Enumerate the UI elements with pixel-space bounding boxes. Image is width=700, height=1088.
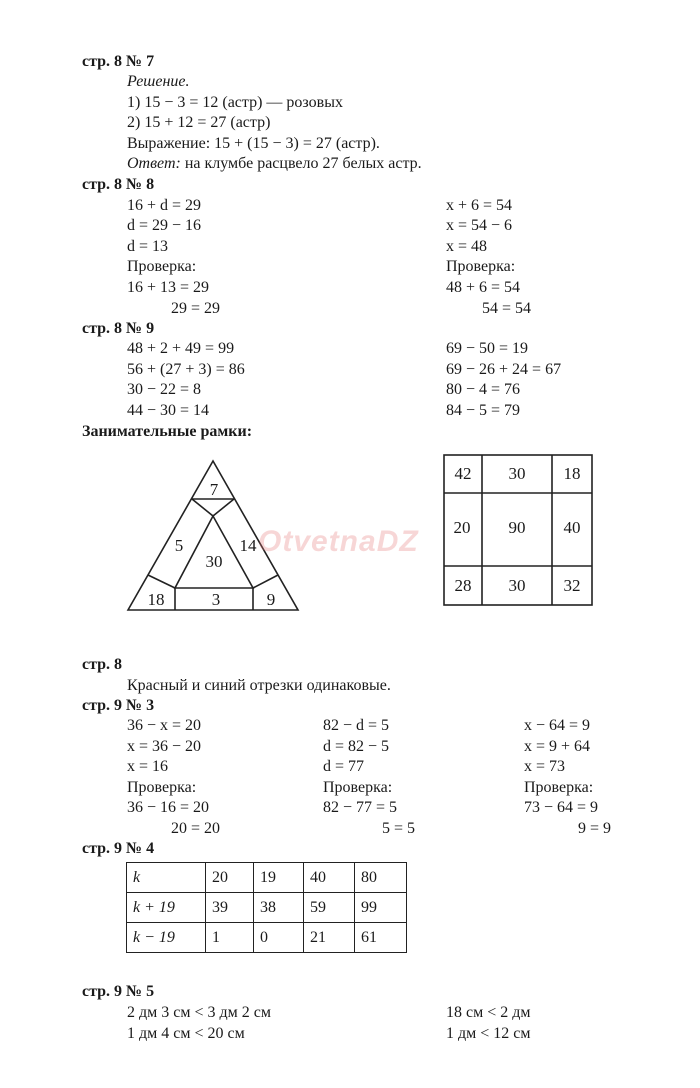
equation-line: 16 + d = 29 bbox=[127, 197, 202, 214]
square-number: 90 bbox=[508, 518, 526, 537]
section-header: стр. 8 № 9 bbox=[82, 320, 155, 337]
section-header: стр. 8 № 8 bbox=[82, 176, 155, 193]
table-cell: 38 bbox=[254, 893, 304, 923]
table-cell: 20 bbox=[206, 863, 254, 893]
equation-line: 48 + 2 + 49 = 99 bbox=[127, 340, 235, 357]
section-header: стр. 8 № 7 bbox=[82, 53, 155, 70]
table-cell: 21 bbox=[304, 923, 355, 953]
equation-line: 56 + (27 + 3) = 86 bbox=[127, 361, 245, 378]
equation-line: 73 − 64 = 9 bbox=[524, 799, 599, 816]
triangle-divider bbox=[192, 499, 213, 516]
table-cell: 1 bbox=[206, 923, 254, 953]
triangle-number: 9 bbox=[266, 590, 276, 609]
table-row bbox=[127, 893, 407, 923]
answer-label: Ответ: bbox=[127, 155, 181, 172]
table-cell: 19 bbox=[254, 863, 304, 893]
table-cell: 0 bbox=[254, 923, 304, 953]
expression: Выражение: 15 + (15 − 3) = 27 (астр). bbox=[127, 135, 380, 152]
table-cell: 80 bbox=[355, 863, 407, 893]
square-number: 30 bbox=[508, 464, 526, 483]
triangle-divider bbox=[213, 499, 234, 516]
check-label: Проверка: bbox=[524, 779, 594, 796]
table-cell: k − 19 bbox=[127, 923, 206, 953]
section-header: Занимательные рамки: bbox=[82, 423, 253, 440]
equation-line: 36 − x = 20 bbox=[127, 717, 202, 734]
equation-line: 30 − 22 = 8 bbox=[127, 381, 202, 398]
table-row bbox=[127, 923, 407, 953]
equation-line: 29 = 29 bbox=[171, 300, 221, 317]
statement-text: Красный и синий отрезки одинаковые. bbox=[127, 677, 391, 694]
table-cell: 99 bbox=[355, 893, 407, 923]
table-cell: 39 bbox=[206, 893, 254, 923]
equation-line: d = 13 bbox=[127, 238, 169, 255]
equation-line: 5 = 5 bbox=[382, 820, 416, 837]
equation-line: 9 = 9 bbox=[578, 820, 612, 837]
section-header: стр. 9 № 3 bbox=[82, 697, 155, 714]
equation-line: 44 − 30 = 14 bbox=[127, 402, 210, 419]
triangle-divider bbox=[148, 575, 175, 588]
equation-line: 20 = 20 bbox=[171, 820, 221, 837]
table-cell: 59 bbox=[304, 893, 355, 923]
equation-line: 69 − 50 = 19 bbox=[446, 340, 529, 357]
triangle-number: 30 bbox=[205, 552, 223, 571]
solution-step: 2) 15 + 12 = 27 (астр) bbox=[127, 114, 271, 131]
check-label: Проверка: bbox=[446, 258, 516, 275]
table-cell: k bbox=[127, 863, 206, 893]
comparison-line: 18 см < 2 дм bbox=[446, 1004, 531, 1021]
section-header: стр. 9 № 4 bbox=[82, 840, 155, 857]
check-label: Проверка: bbox=[323, 779, 393, 796]
section-header: стр. 8 bbox=[82, 656, 123, 673]
equation-line: 84 − 5 = 79 bbox=[446, 402, 521, 419]
equation-line: 82 − 77 = 5 bbox=[323, 799, 398, 816]
square-number: 42 bbox=[454, 464, 472, 483]
square-number: 18 bbox=[563, 464, 581, 483]
comparison-line: 2 дм 3 см < 3 дм 2 см bbox=[127, 1004, 272, 1021]
equation-line: x + 6 = 54 bbox=[446, 197, 513, 214]
table-cell: k + 19 bbox=[127, 893, 206, 923]
equation-line: 48 + 6 = 54 bbox=[446, 279, 521, 296]
table-cell: 61 bbox=[355, 923, 407, 953]
section-header: стр. 9 № 5 bbox=[82, 983, 155, 1000]
equation-line: x = 16 bbox=[127, 758, 169, 775]
square-number: 32 bbox=[563, 576, 581, 595]
solution-step: 1) 15 − 3 = 12 (астр) — розовых bbox=[127, 94, 343, 111]
square-number: 28 bbox=[454, 576, 472, 595]
equation-line: x − 64 = 9 bbox=[524, 717, 591, 734]
equation-line: 36 − 16 = 20 bbox=[127, 799, 210, 816]
equation-line: x = 48 bbox=[446, 238, 488, 255]
equation-line: 82 − d = 5 bbox=[323, 717, 390, 734]
answer-text: на клумбе расцвело 27 белых астр. bbox=[180, 155, 422, 172]
triangle-number: 3 bbox=[211, 590, 221, 609]
equation-line: x = 54 − 6 bbox=[446, 217, 513, 234]
equation-line: x = 73 bbox=[524, 758, 566, 775]
square-number: 20 bbox=[453, 518, 471, 537]
equation-line: 69 − 26 + 24 = 67 bbox=[446, 361, 562, 378]
triangle-number: 5 bbox=[174, 536, 184, 555]
triangle-number: 14 bbox=[239, 536, 257, 555]
comparison-line: 1 дм < 12 см bbox=[446, 1025, 531, 1042]
equation-line: x = 36 − 20 bbox=[127, 738, 202, 755]
solution-label: Решение. bbox=[127, 73, 190, 90]
equation-line: x = 9 + 64 bbox=[524, 738, 591, 755]
values-table bbox=[126, 862, 407, 953]
equation-line: 16 + 13 = 29 bbox=[127, 279, 210, 296]
equation-line: d = 77 bbox=[323, 758, 365, 775]
watermark-logo: OtvetnaDZ bbox=[258, 525, 419, 558]
square-number: 40 bbox=[563, 518, 581, 537]
triangle-number: 7 bbox=[209, 480, 219, 499]
triangle-number: 18 bbox=[147, 590, 165, 609]
check-label: Проверка: bbox=[127, 258, 197, 275]
check-label: Проверка: bbox=[127, 779, 197, 796]
equation-line: d = 29 − 16 bbox=[127, 217, 202, 234]
triangle-divider bbox=[253, 575, 278, 588]
equation-line: 54 = 54 bbox=[482, 300, 532, 317]
comparison-line: 1 дм 4 см < 20 см bbox=[127, 1025, 245, 1042]
square-number: 30 bbox=[508, 576, 526, 595]
table-row bbox=[127, 863, 407, 893]
equation-line: d = 82 − 5 bbox=[323, 738, 390, 755]
equation-line: 80 − 4 = 76 bbox=[446, 381, 521, 398]
table-cell: 40 bbox=[304, 863, 355, 893]
